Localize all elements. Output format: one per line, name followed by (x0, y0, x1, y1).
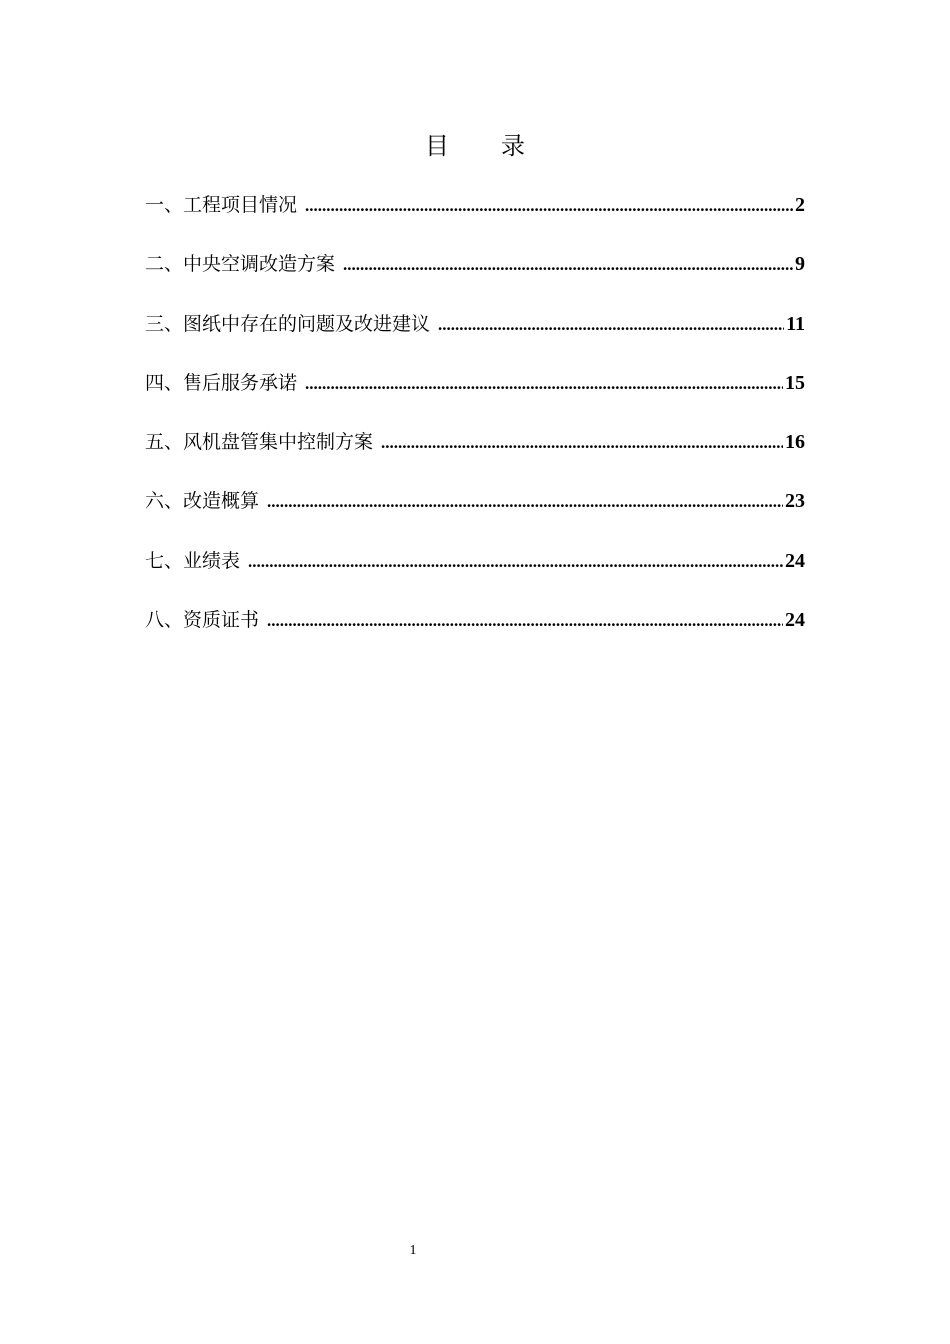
toc-entry-page: 11 (786, 312, 805, 335)
toc-entry[interactable] (145, 368, 805, 427)
toc-dot-leader (248, 547, 783, 577)
toc-entry-page: 24 (785, 609, 805, 632)
toc-entry[interactable] (145, 605, 805, 664)
toc-entry[interactable] (145, 249, 805, 308)
toc-entry[interactable] (145, 309, 805, 368)
toc-entry-page: 2 (795, 194, 805, 216)
toc-dot-leader (343, 250, 793, 280)
toc-entry-page: 9 (795, 253, 805, 276)
toc-entry-page: 15 (785, 371, 805, 394)
toc-entry-page: 24 (785, 549, 805, 572)
toc-dot-leader (267, 606, 783, 636)
toc-title (0, 126, 950, 161)
toc-entry-label: 二、中央空调改造方案 (145, 253, 336, 276)
toc-entry-label: 八、资质证书 (145, 609, 260, 632)
toc-entry[interactable] (145, 546, 805, 605)
toc-title-char-2: 录 (501, 132, 525, 160)
toc-dot-leader (267, 487, 783, 517)
toc-title-char-1: 目 (425, 132, 449, 160)
toc-entry-label: 四、售后服务承诺 (145, 371, 298, 394)
toc-entry-label: 五、风机盘管集中控制方案 (145, 431, 374, 454)
toc-entry-page: 16 (785, 431, 805, 454)
toc-entry[interactable] (145, 190, 805, 249)
toc-dot-leader (305, 191, 793, 221)
toc-entry-page: 23 (785, 490, 805, 513)
toc-dot-leader (438, 310, 784, 340)
toc-entry-label: 七、业绩表 (145, 549, 241, 572)
toc-entry[interactable] (145, 486, 805, 545)
toc-entry-label: 一、工程项目情况 (145, 194, 298, 216)
toc-dot-leader (381, 428, 783, 458)
toc-entry-label: 三、图纸中存在的问题及改进建议 (145, 312, 431, 335)
toc-entry-label: 六、改造概算 (145, 490, 260, 513)
page-number: 1 (409, 1243, 417, 1258)
toc-entry[interactable] (145, 427, 805, 486)
toc-dot-leader (305, 369, 783, 399)
toc-list (145, 190, 805, 664)
